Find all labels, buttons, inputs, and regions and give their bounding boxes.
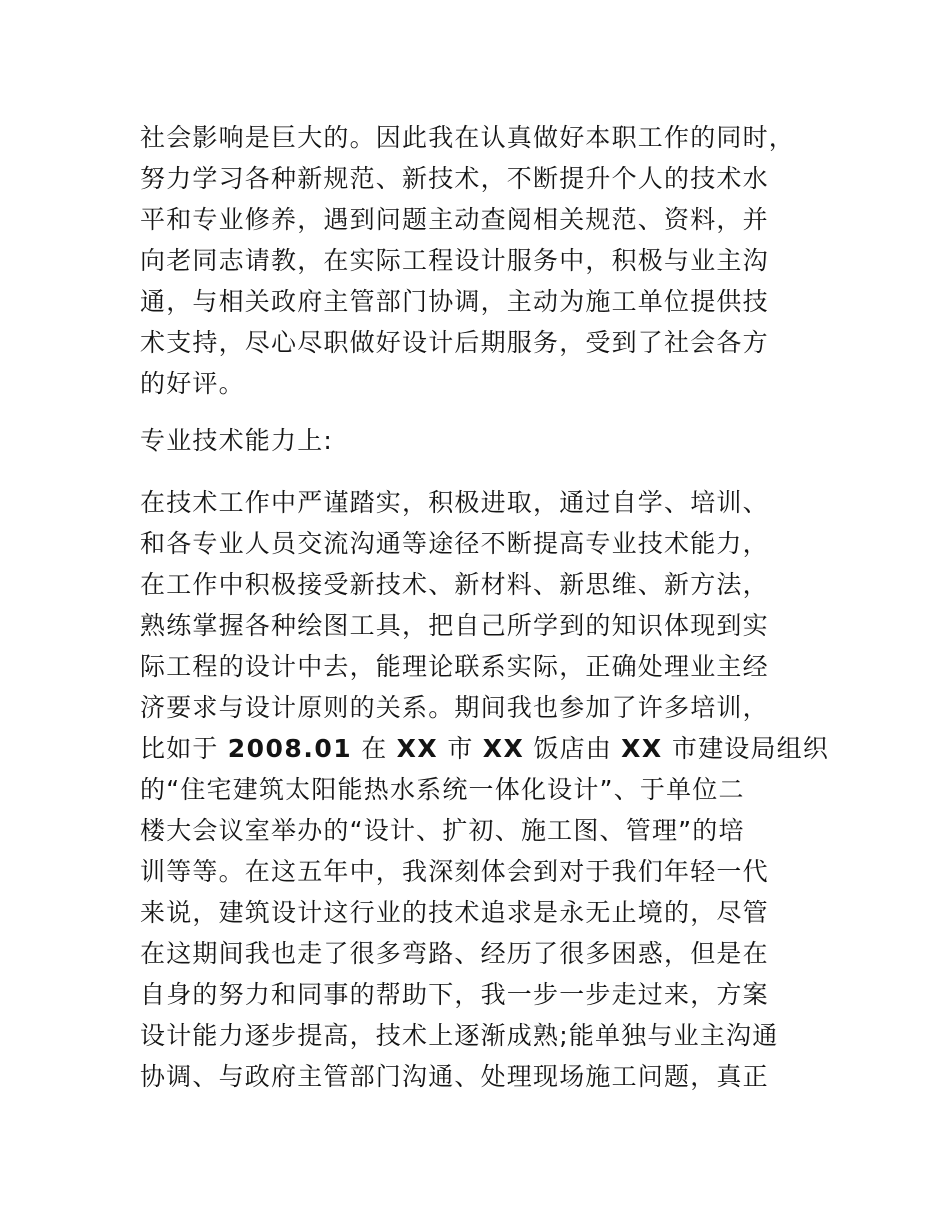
text-segment: 比如于 xyxy=(140,734,228,763)
text-line: 平和专业修养，遇到问题主动查阅相关规范、资料，并 xyxy=(140,205,769,234)
text-line: 协调、与政府主管部门沟通、处理现场施工问题，真正 xyxy=(140,1062,769,1091)
text-segment: 市 xyxy=(438,734,483,763)
text-line: 通，与相关政府主管部门协调，主动为施工单位提供技 xyxy=(140,287,769,316)
placeholder-xx: XX xyxy=(621,734,663,763)
paragraph-social-impact xyxy=(140,117,820,404)
text-line: 的好评。 xyxy=(140,369,245,398)
text-line: 社会影响是巨大的。因此我在认真做好本职工作的同时， xyxy=(140,123,796,152)
text-line: 楼大会议室举办的“设计、扩初、施工图、管理”的培 xyxy=(140,816,745,845)
text-line: 来说，建筑设计这行业的技术追求是永无止境的，尽管 xyxy=(140,898,769,927)
text-line: 的“住宅建筑太阳能热水系统一体化设计”、于单位二 xyxy=(140,775,745,804)
text-line: 和各专业人员交流沟通等途径不断提高专业技术能力， xyxy=(140,529,769,558)
text-line: 在技术工作中严谨踏实，积极进取，通过自学、培训、 xyxy=(140,488,769,517)
text-line: 术支持，尽心尽职做好设计后期服务，受到了社会各方 xyxy=(140,328,769,357)
section-heading xyxy=(140,420,820,461)
text-line-with-date xyxy=(140,728,830,769)
text-segment: 饭店由 xyxy=(524,734,622,763)
heading-text: 专业技术能力上: xyxy=(140,426,334,455)
placeholder-xx: XX xyxy=(396,734,439,763)
placeholder-xx: XX xyxy=(482,734,525,763)
text-line: 努力学习各种新规范、新技术，不断提升个人的技术水 xyxy=(140,164,769,193)
text-line: 训等等。在这五年中，我深刻体会到对于我们年轻一代 xyxy=(140,857,769,886)
text-line: 济要求与设计原则的关系。期间我也参加了许多培训， xyxy=(140,693,769,722)
text-line: 际工程的设计中去，能理论联系实际，正确处理业主经 xyxy=(140,652,769,681)
text-segment: 在 xyxy=(352,734,397,763)
text-line: 自身的努力和同事的帮助下，我一步一步走过来，方案 xyxy=(140,980,769,1009)
paragraph-technical-ability xyxy=(140,482,830,1097)
text-line: 熟练掌握各种绘图工具，把自己所学到的知识体现到实 xyxy=(140,611,769,640)
text-line: 在这期间我也走了很多弯路、经历了很多困惑，但是在 xyxy=(140,939,769,968)
text-line: 在工作中积极接受新技术、新材料、新思维、新方法， xyxy=(140,570,769,599)
text-line: 设计能力逐步提高，技术上逐渐成熟;能单独与业主沟通 xyxy=(140,1021,779,1050)
text-line: 向老同志请教，在实际工程设计服务中，积极与业主沟 xyxy=(140,246,769,275)
date-value: 2008.01 xyxy=(227,734,353,763)
text-segment: 市建设局组织 xyxy=(662,734,830,763)
